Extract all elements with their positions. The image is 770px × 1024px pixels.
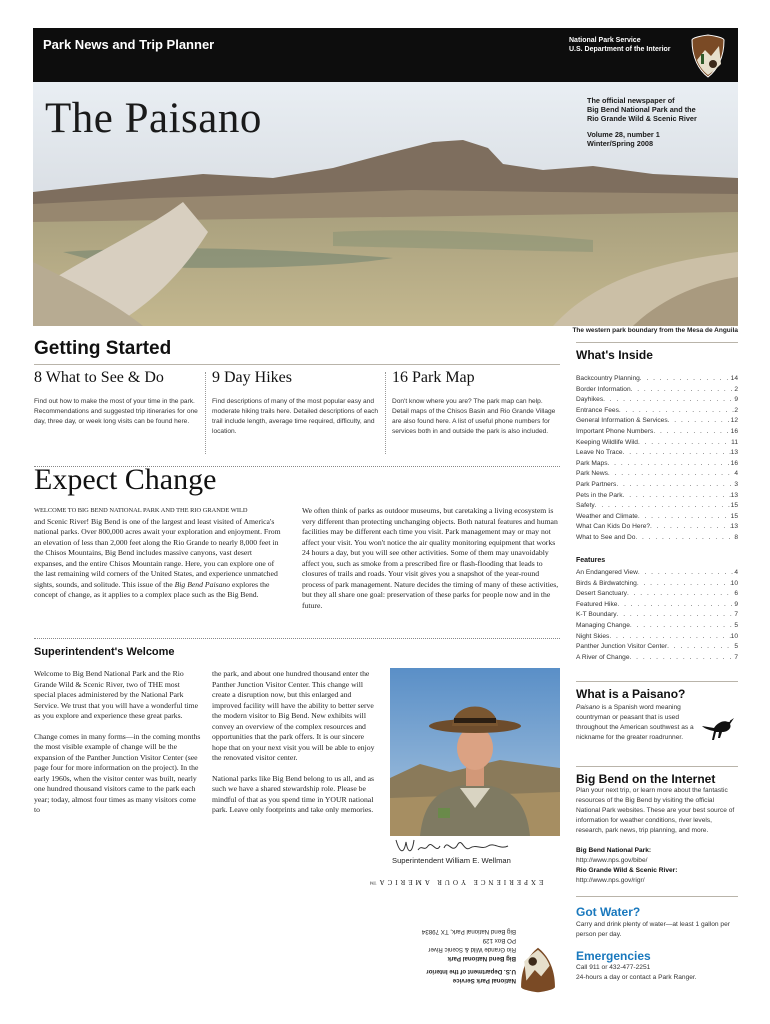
feature-entry[interactable]: Desert Sanctuary . . . 6 bbox=[576, 589, 738, 600]
expect-change-col-2: We often think of parks as outdoor museums, but caretaking a living ecosystem is very different than protecting unchanging objects. Both natural features and human facilities may be different each time you visit. Park management may or may not affect your visit. You won't notice the air quality monitoring equipment that works 24 hours a day, but you will see other activities. Some of them may unavoidably affect you, such as smoke from a prescribed fire or flash-flooding that leads to closures of trails and roads. Your visit gives you a snapshot of the year-round process of park management. Nature decides the timing of many of these activities, but they all share one goal: preservation of these parks for people now and in the future. bbox=[302, 506, 559, 610]
super-col-1-para-2: Change comes in many forms—in the coming months the most visible example of change will be the expansion of the Panther Junction Visitor Center (see page four for more information on the project). In the early 1960s, when the visitor center was built, nearly one hundred thousand visitors came to the park each year; today, almost four times as many visitors come to bbox=[34, 731, 201, 814]
emergencies-text bbox=[576, 963, 738, 983]
paisano-text bbox=[576, 703, 698, 743]
contents-list bbox=[576, 374, 738, 544]
toc-entry[interactable]: Weather and Climate . . . 15 bbox=[576, 512, 738, 523]
column-divider bbox=[205, 372, 206, 454]
toc-entry[interactable]: What to See and Do . . . 8 bbox=[576, 533, 738, 544]
paisano-heading: What is a Paisano? bbox=[576, 687, 686, 701]
col-1-text: and Scenic River! Big Bend is one of the largest and least visited of America's national parks. Over 800,000 acres await your exploration and enjoyment. From an elevation of less than 2,000 feet along the Rio Grande to nearly 8,000 feet in the Chisos Mountains, Big Bend includes massive canyons, vast desert expanses, and the entire Chisos Mountain range. Here, you can explore one of the last remaining wild corners of the United States, and experience unmatched sights, sounds, and solitude. This issue of the bbox=[34, 516, 281, 589]
internet-links bbox=[576, 846, 738, 886]
feature-entry[interactable]: Night Skies . . . 10 bbox=[576, 632, 738, 643]
newspaper-title: The Paisano bbox=[45, 95, 262, 142]
getting-started-heading: Getting Started bbox=[34, 338, 172, 359]
got-water-heading: Got Water? bbox=[576, 905, 641, 919]
rg-link-label: Rio Grande Wild & Scenic River: bbox=[576, 867, 678, 874]
toc-entry[interactable]: Pets in the Park . . . 13 bbox=[576, 491, 738, 502]
feature-entry[interactable]: Panther Junction Visitor Center . . . 5 bbox=[576, 642, 738, 653]
superintendent-photo bbox=[390, 668, 560, 836]
roadrunner-icon bbox=[700, 712, 736, 744]
superintendent-heading: Superintendent's Welcome bbox=[34, 646, 175, 658]
toc-entry[interactable]: Backcountry Planning . . . 14 bbox=[576, 374, 738, 385]
feature-entry[interactable]: An Endangered View . . . 4 bbox=[576, 568, 738, 579]
feature-entry[interactable]: Featured Hike . . . 9 bbox=[576, 600, 738, 611]
col-day-hikes-title: 9 Day Hikes bbox=[212, 369, 292, 386]
mailing-line-2: U.S. Department of the Interior bbox=[426, 968, 516, 975]
col-1-end: explores the concept of change, as it applies to a complex place such as the Big Bend. bbox=[34, 579, 270, 599]
super-col-2-para-2: National parks like Big Bend belong to us all, and as such we have a shared stewardship role. Please be mindful of that as you spend time in YOUR national park. Leave only footprints and take only memories. bbox=[212, 773, 375, 814]
sidebar-rule bbox=[576, 896, 738, 897]
toc-entry[interactable]: Park Maps . . . 16 bbox=[576, 459, 738, 470]
col-day-hikes-text: Find descriptions of many of the most popular easy and moderate hiking trails here. Detailed descriptions of each trail include length, average time required, difficulty, and location. bbox=[212, 398, 379, 435]
dotted-rule bbox=[34, 638, 560, 639]
col-what-to-see-text: Find out how to make the most of your time in the park. Recommendations and suggested trip itineraries for one day, three day, or week long visits can be found here. bbox=[34, 398, 198, 425]
feature-entry[interactable]: A River of Change . . . 7 bbox=[576, 653, 738, 664]
signature-caption: Superintendent William E. Wellman bbox=[392, 856, 511, 865]
emergencies-heading: Emergencies bbox=[576, 949, 651, 963]
got-water-text: Carry and drink plenty of water—at least 1 gallon per person per day. bbox=[576, 921, 730, 938]
toc-entry[interactable]: Dayhikes . . . 9 bbox=[576, 395, 738, 406]
expect-change-col-1 bbox=[34, 506, 282, 601]
lead-in-text: WELCOME TO BIG BEND NATIONAL PARK AND THE RIO GRANDE WILD bbox=[34, 507, 248, 514]
sidebar-rule bbox=[576, 342, 738, 343]
internet-text: Plan your next trip, or learn more about the fantastic resources of the Big Bend by visiting the official National Park websites. These are your best source of information for weather conditions, river levels, research, park news, trip planning, and more. bbox=[576, 787, 735, 834]
sidebar-rule bbox=[576, 766, 738, 767]
superintendent-col-2 bbox=[212, 669, 380, 816]
subtitle-line-1: The official newspaper of bbox=[587, 96, 675, 105]
features-label: Features bbox=[576, 557, 606, 564]
whats-inside-heading: What's Inside bbox=[576, 348, 653, 362]
mailing-address bbox=[396, 927, 516, 985]
super-col-1-para-1: Welcome to Big Bend National Park and the Rio Grande Wild & Scenic River, two of THE most special places administered by the National Park Service. We trust that you will have a wonderful time as you explore and experience these great parks. bbox=[34, 669, 199, 720]
toc-entry[interactable]: Leave No Trace . . . 13 bbox=[576, 448, 738, 459]
volume-line: Volume 28, number 1 bbox=[587, 130, 660, 139]
toc-entry[interactable]: Keeping Wildlife Wild . . . 11 bbox=[576, 438, 738, 449]
superintendent-col-1 bbox=[34, 669, 202, 816]
subtitle-block bbox=[587, 96, 737, 148]
expect-change-heading: Expect Change bbox=[34, 463, 217, 496]
signature bbox=[392, 834, 512, 858]
subtitle-line-2: Big Bend National Park and the bbox=[587, 105, 696, 114]
mailing-line-4: Rio Grande Wild & Scenic River bbox=[428, 946, 516, 953]
bb-link[interactable]: http://www.nps.gov/bibe/ bbox=[576, 857, 648, 864]
sidebar-rule bbox=[576, 681, 738, 682]
mailing-line-5: PO Box 129 bbox=[482, 937, 516, 944]
rg-link[interactable]: http://www.nps.gov/rigr/ bbox=[576, 877, 645, 884]
toc-entry[interactable]: Park News . . . 4 bbox=[576, 469, 738, 480]
nps-arrowhead-logo-footer bbox=[520, 946, 556, 994]
toc-entry[interactable]: Entrance Fees . . . 2 bbox=[576, 406, 738, 417]
agency-line-2: U.S. Department of the Interior bbox=[569, 46, 671, 53]
mailing-line-6: Big Bend National Park, TX 79834 bbox=[421, 928, 516, 935]
photo-caption: The western park boundary from the Mesa de Anguila bbox=[572, 327, 738, 334]
super-col-2-para-1: the park, and about one hundred thousand enter the Panther Junction Visitor Center. This change will create a disruption now, but this enlarged and improved facility will have the ability to better serve the modern visitor to Big Bend. New exhibits will convey an overview of the complex resources and opportunities that the park offers. It is our sincere hope that on your next visit you will be able to enjoy the renovated visitor center. bbox=[212, 669, 375, 762]
season-line: Winter/Spring 2008 bbox=[587, 139, 654, 148]
internet-heading: Big Bend on the Internet bbox=[576, 772, 716, 786]
emergency-line-1: Call 911 or 432-477-2251 bbox=[576, 964, 651, 971]
experience-your-america: EXPERIENCE YOUR AMERICA™ bbox=[366, 878, 544, 886]
col-park-map-text: Don't know where you are? The park map can help. Detail maps of the Chisos Basin and Rio Grande Village are also found here. A list of useful phone numbers for services both in and outside the park is also included. bbox=[392, 398, 556, 435]
col-what-to-see-title: 8 What to See & Do bbox=[34, 369, 164, 386]
column-divider bbox=[385, 372, 386, 454]
feature-entry[interactable]: Managing Change . . . 5 bbox=[576, 621, 738, 632]
toc-entry[interactable]: Border Information . . . 2 bbox=[576, 385, 738, 396]
paisano-word: Paisano bbox=[576, 704, 600, 711]
nps-arrowhead-logo bbox=[691, 34, 725, 78]
banner-title: Park News and Trip Planner bbox=[43, 37, 215, 52]
feature-entry[interactable]: Birds & Birdwatching . . . 10 bbox=[576, 579, 738, 590]
paisano-definition: is a Spanish word meaning countryman or peasant that is used throughout the American southwest as a nickname for the greater roadrunner. bbox=[576, 704, 694, 741]
bb-link-label: Big Bend National Park: bbox=[576, 847, 652, 854]
mailing-line-1: National Park Service bbox=[452, 977, 516, 984]
mailing-line-3: Big Bend National Park bbox=[447, 955, 516, 962]
masthead bbox=[33, 28, 738, 326]
toc-entry[interactable]: General Information & Services . . . 12 bbox=[576, 416, 738, 427]
toc-entry[interactable]: What Can Kids Do Here? . . . 13 bbox=[576, 522, 738, 533]
features-list bbox=[576, 568, 738, 663]
feature-entry[interactable]: K-T Boundary . . . 7 bbox=[576, 610, 738, 621]
subtitle-line-3: Rio Grande Wild & Scenic River bbox=[587, 114, 697, 123]
col-park-map-title: 16 Park Map bbox=[392, 369, 475, 386]
emergency-line-2: 24-hours a day or contact a Park Ranger. bbox=[576, 974, 697, 981]
agency-line-1: National Park Service bbox=[569, 37, 641, 44]
section-rule bbox=[34, 364, 560, 365]
toc-entry[interactable]: Safety . . . 15 bbox=[576, 501, 738, 512]
col-1-italic: Big Bend Paisano bbox=[174, 579, 231, 589]
toc-entry[interactable]: Important Phone Numbers . . . 16 bbox=[576, 427, 738, 438]
agency-lines bbox=[569, 36, 671, 54]
toc-entry[interactable]: Park Partners . . . 3 bbox=[576, 480, 738, 491]
